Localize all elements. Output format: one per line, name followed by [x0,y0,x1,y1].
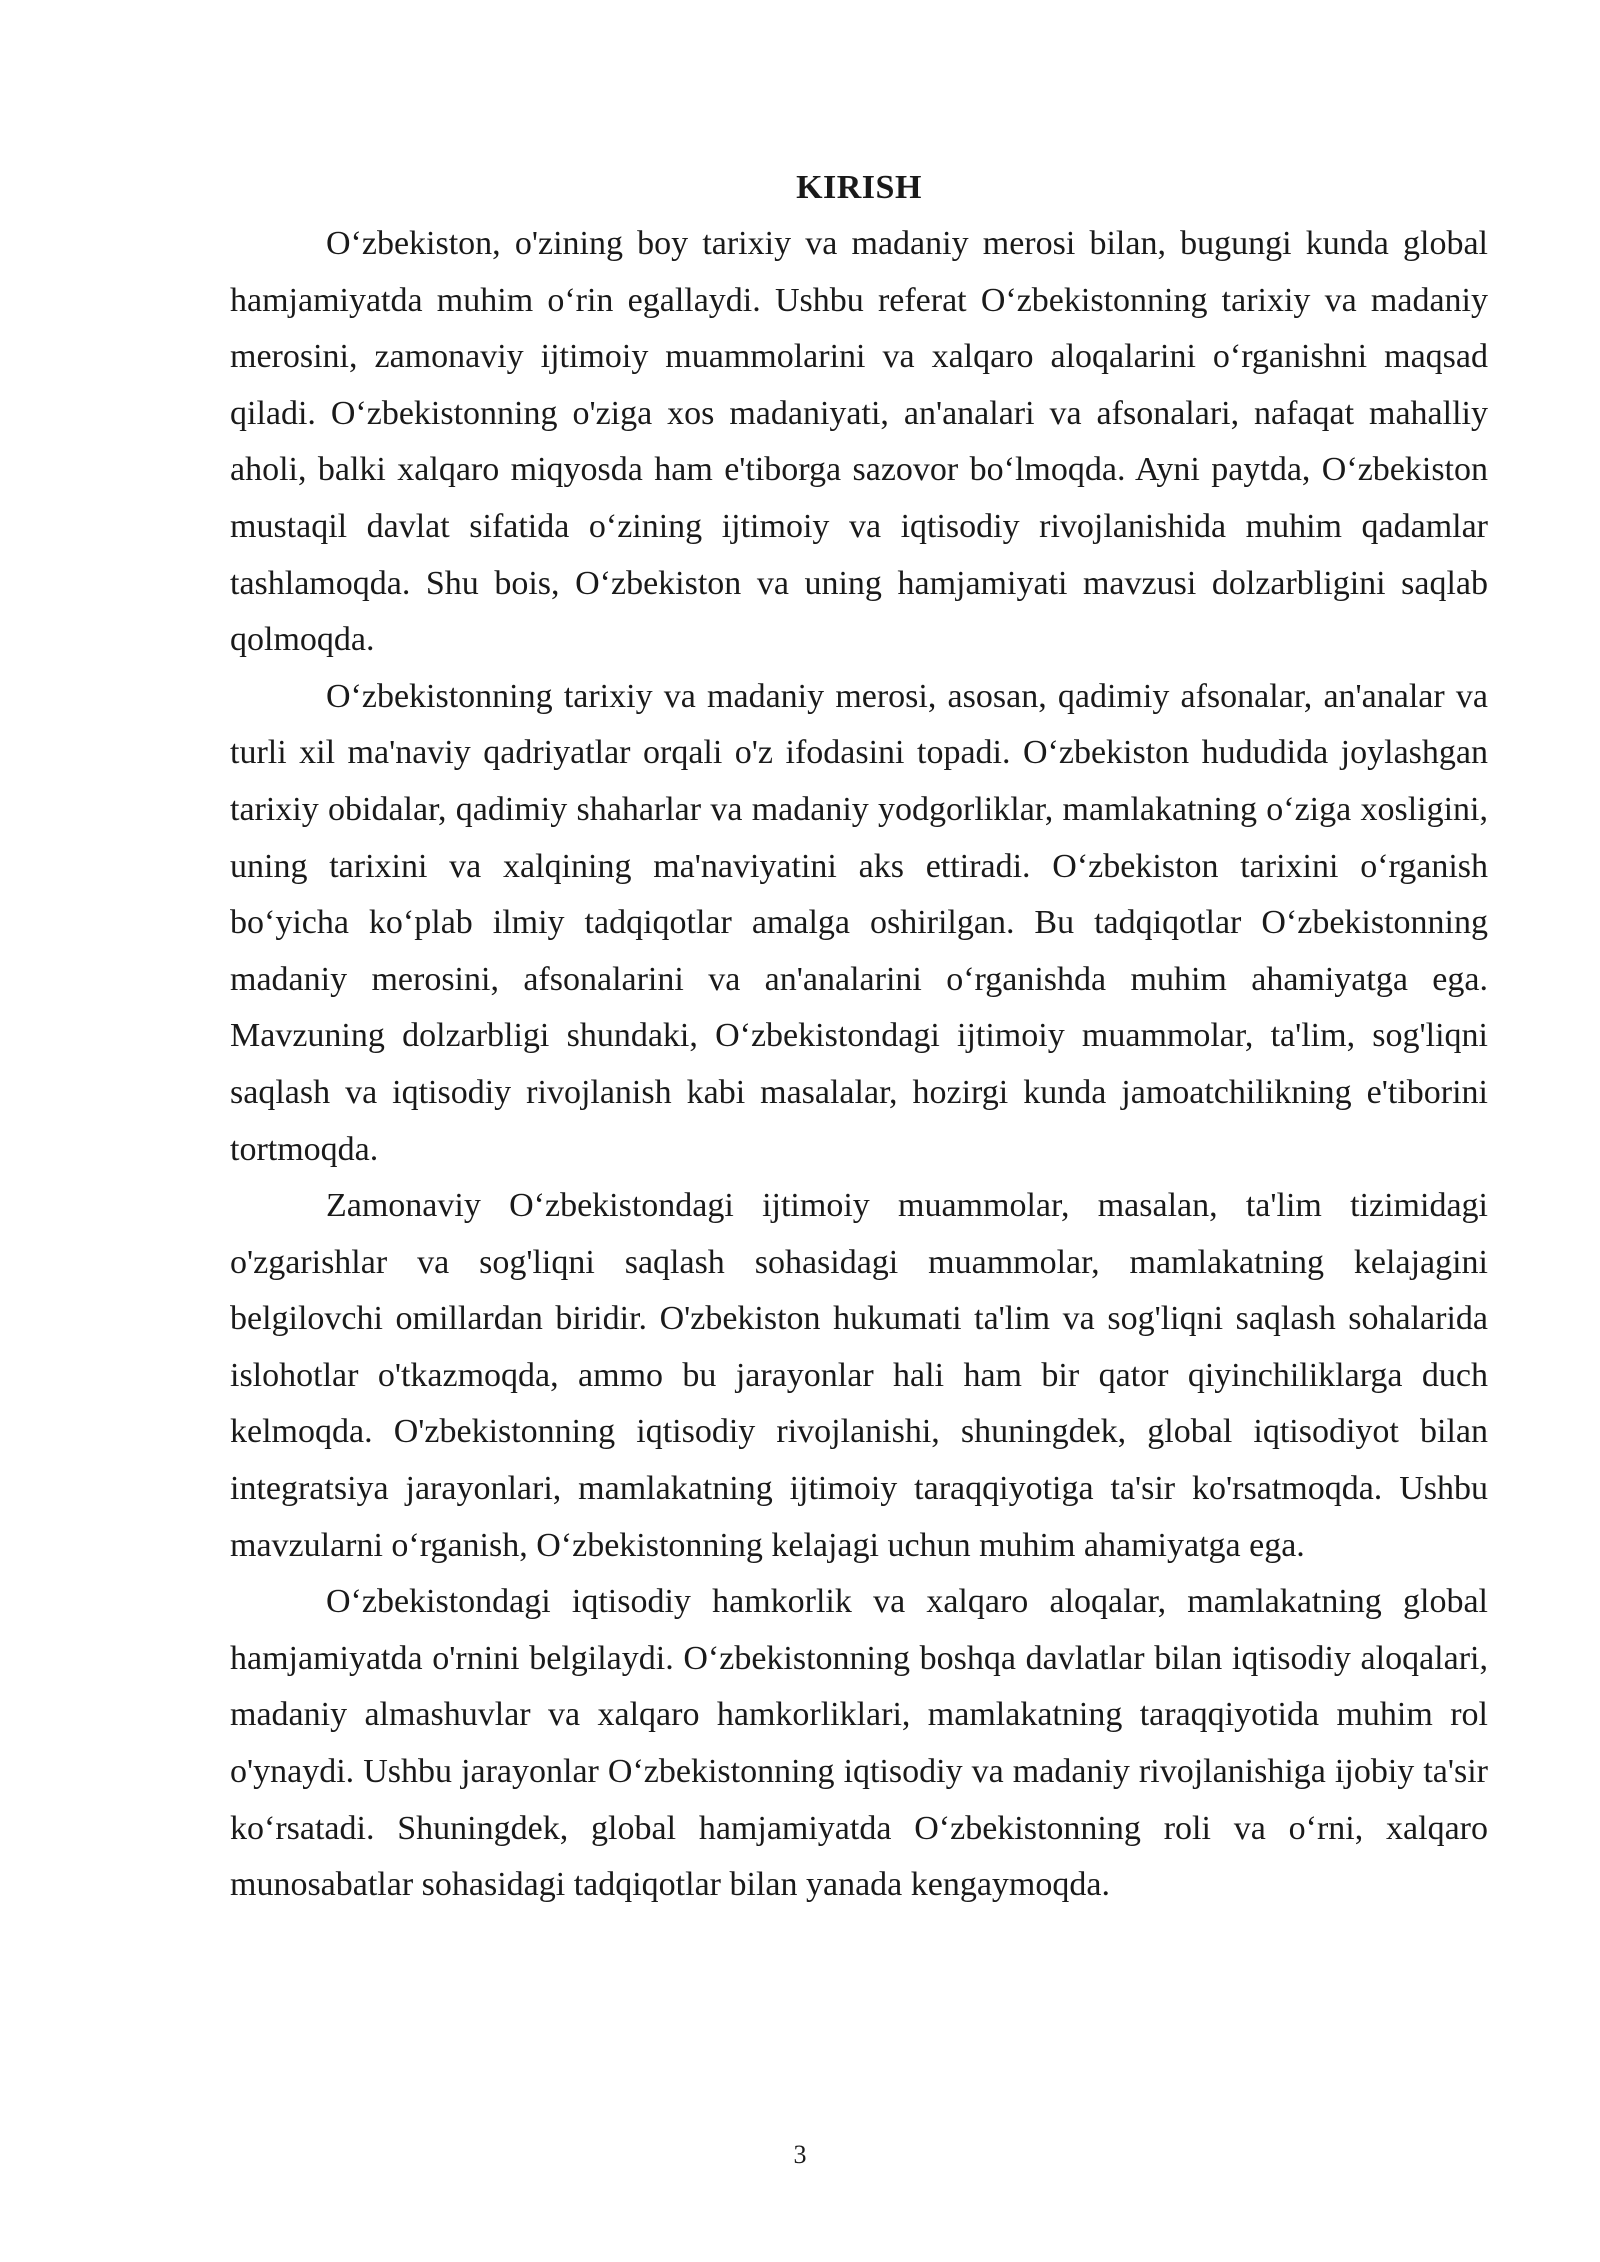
document-body [230,160,1488,1914]
paragraph-4: O‘zbekistondagi iqtisodiy hamkorlik va xalqaro aloqalar, mamlakatning global hamjamiyatda o'rnini belgilaydi. O‘zbekistonning boshqa davlatlar bilan iqtisodiy aloqalari, madaniy almashuvlar va xalqaro hamkorliklari, mamlakatning taraqqiyotida muhim rol o'ynaydi. Ushbu jarayonlar O‘zbekistonning iqtisodiy va madaniy rivojlanishiga ijobiy ta'sir ko‘rsatadi. Shuningdek, global hamjamiyatda O‘zbekistonning roli va o‘rni, xalqaro munosabatlar sohasidagi tadqiqotlar bilan yanada kengaymoqda. [230,1583,1488,1904]
paragraph-2: O‘zbekistonning tarixiy va madaniy merosi, asosan, qadimiy afsonalar, an'analar va turli xil ma'naviy qadriyatlar orqali o'z ifodasini topadi. O‘zbekiston hududida joylashgan tarixiy obidalar, qadimiy shaharlar va madaniy yodgorliklar, mamlakatning o‘ziga xosligini, uning tarixini va xalqining ma'naviyatini aks ettiradi. O‘zbekiston tarixini o‘rganish bo‘yicha ko‘plab ilmiy tadqiqotlar amalga oshirilgan. Bu tadqiqotlar O‘zbekistonning madaniy merosini, afsonalarini va an'analarini o‘rganishda muhim ahamiyatga ega. Mavzuning dolzarbligi shundaki, O‘zbekistondagi ijtimoiy muammolar, ta'lim, sog'liqni saqlash va iqtisodiy rivojlanish kabi masalalar, hozirgi kunda jamoatchilikning e'tiborini tortmoqda. [230,677,1488,1168]
paragraph-1: O‘zbekiston, o'zining boy tarixiy va madaniy merosi bilan, bugungi kunda global hamjamiyatda muhim o‘rin egallaydi. Ushbu referat O‘zbekistonning tarixiy va madaniy merosini, zamonaviy ijtimoiy muammolarini va xalqaro aloqalarini o‘rganishni maqsad qiladi. O‘zbekistonning o'ziga xos madaniyati, an'analari va afsonalari, nafaqat mahalliy aholi, balki xalqaro miqyosda ham e'tiborga sazovor bo‘lmoqda. Ayni paytda, O‘zbekiston mustaqil davlat sifatida o‘zining ijtimoiy va iqtisodiy rivojlanishida muhim qadamlar tashlamoqda. Shu bois, O‘zbekiston va uning hamjamiyati mavzusi dolzarbligini saqlab qolmoqda. [230,225,1488,659]
paragraph-3: Zamonaviy O‘zbekistondagi ijtimoiy muammolar, masalan, ta'lim tizimidagi o'zgarishlar va sog'liqni saqlash sohasidagi muammolar, mamlakatning kelajagini belgilovchi omillardan biridir. O'zbekiston hukumati ta'lim va sog'liqni saqlash sohalarida islohotlar o'tkazmoqda, ammo bu jarayonlar hali ham bir qator qiyinchiliklarga duch kelmoqda. O'zbekistonning iqtisodiy rivojlanishi, shuningdek, global iqtisodiyot bilan integratsiya jarayonlari, mamlakatning ijtimoiy taraqqiyotiga ta'sir ko'rsatmoqda. Ushbu mavzularni o‘rganish, O‘zbekistonning kelajagi uchun muhim ahamiyatga ega. [230,1187,1488,1564]
page-number: 3 [793,2140,807,2169]
page-title: KIRISH [796,169,922,206]
